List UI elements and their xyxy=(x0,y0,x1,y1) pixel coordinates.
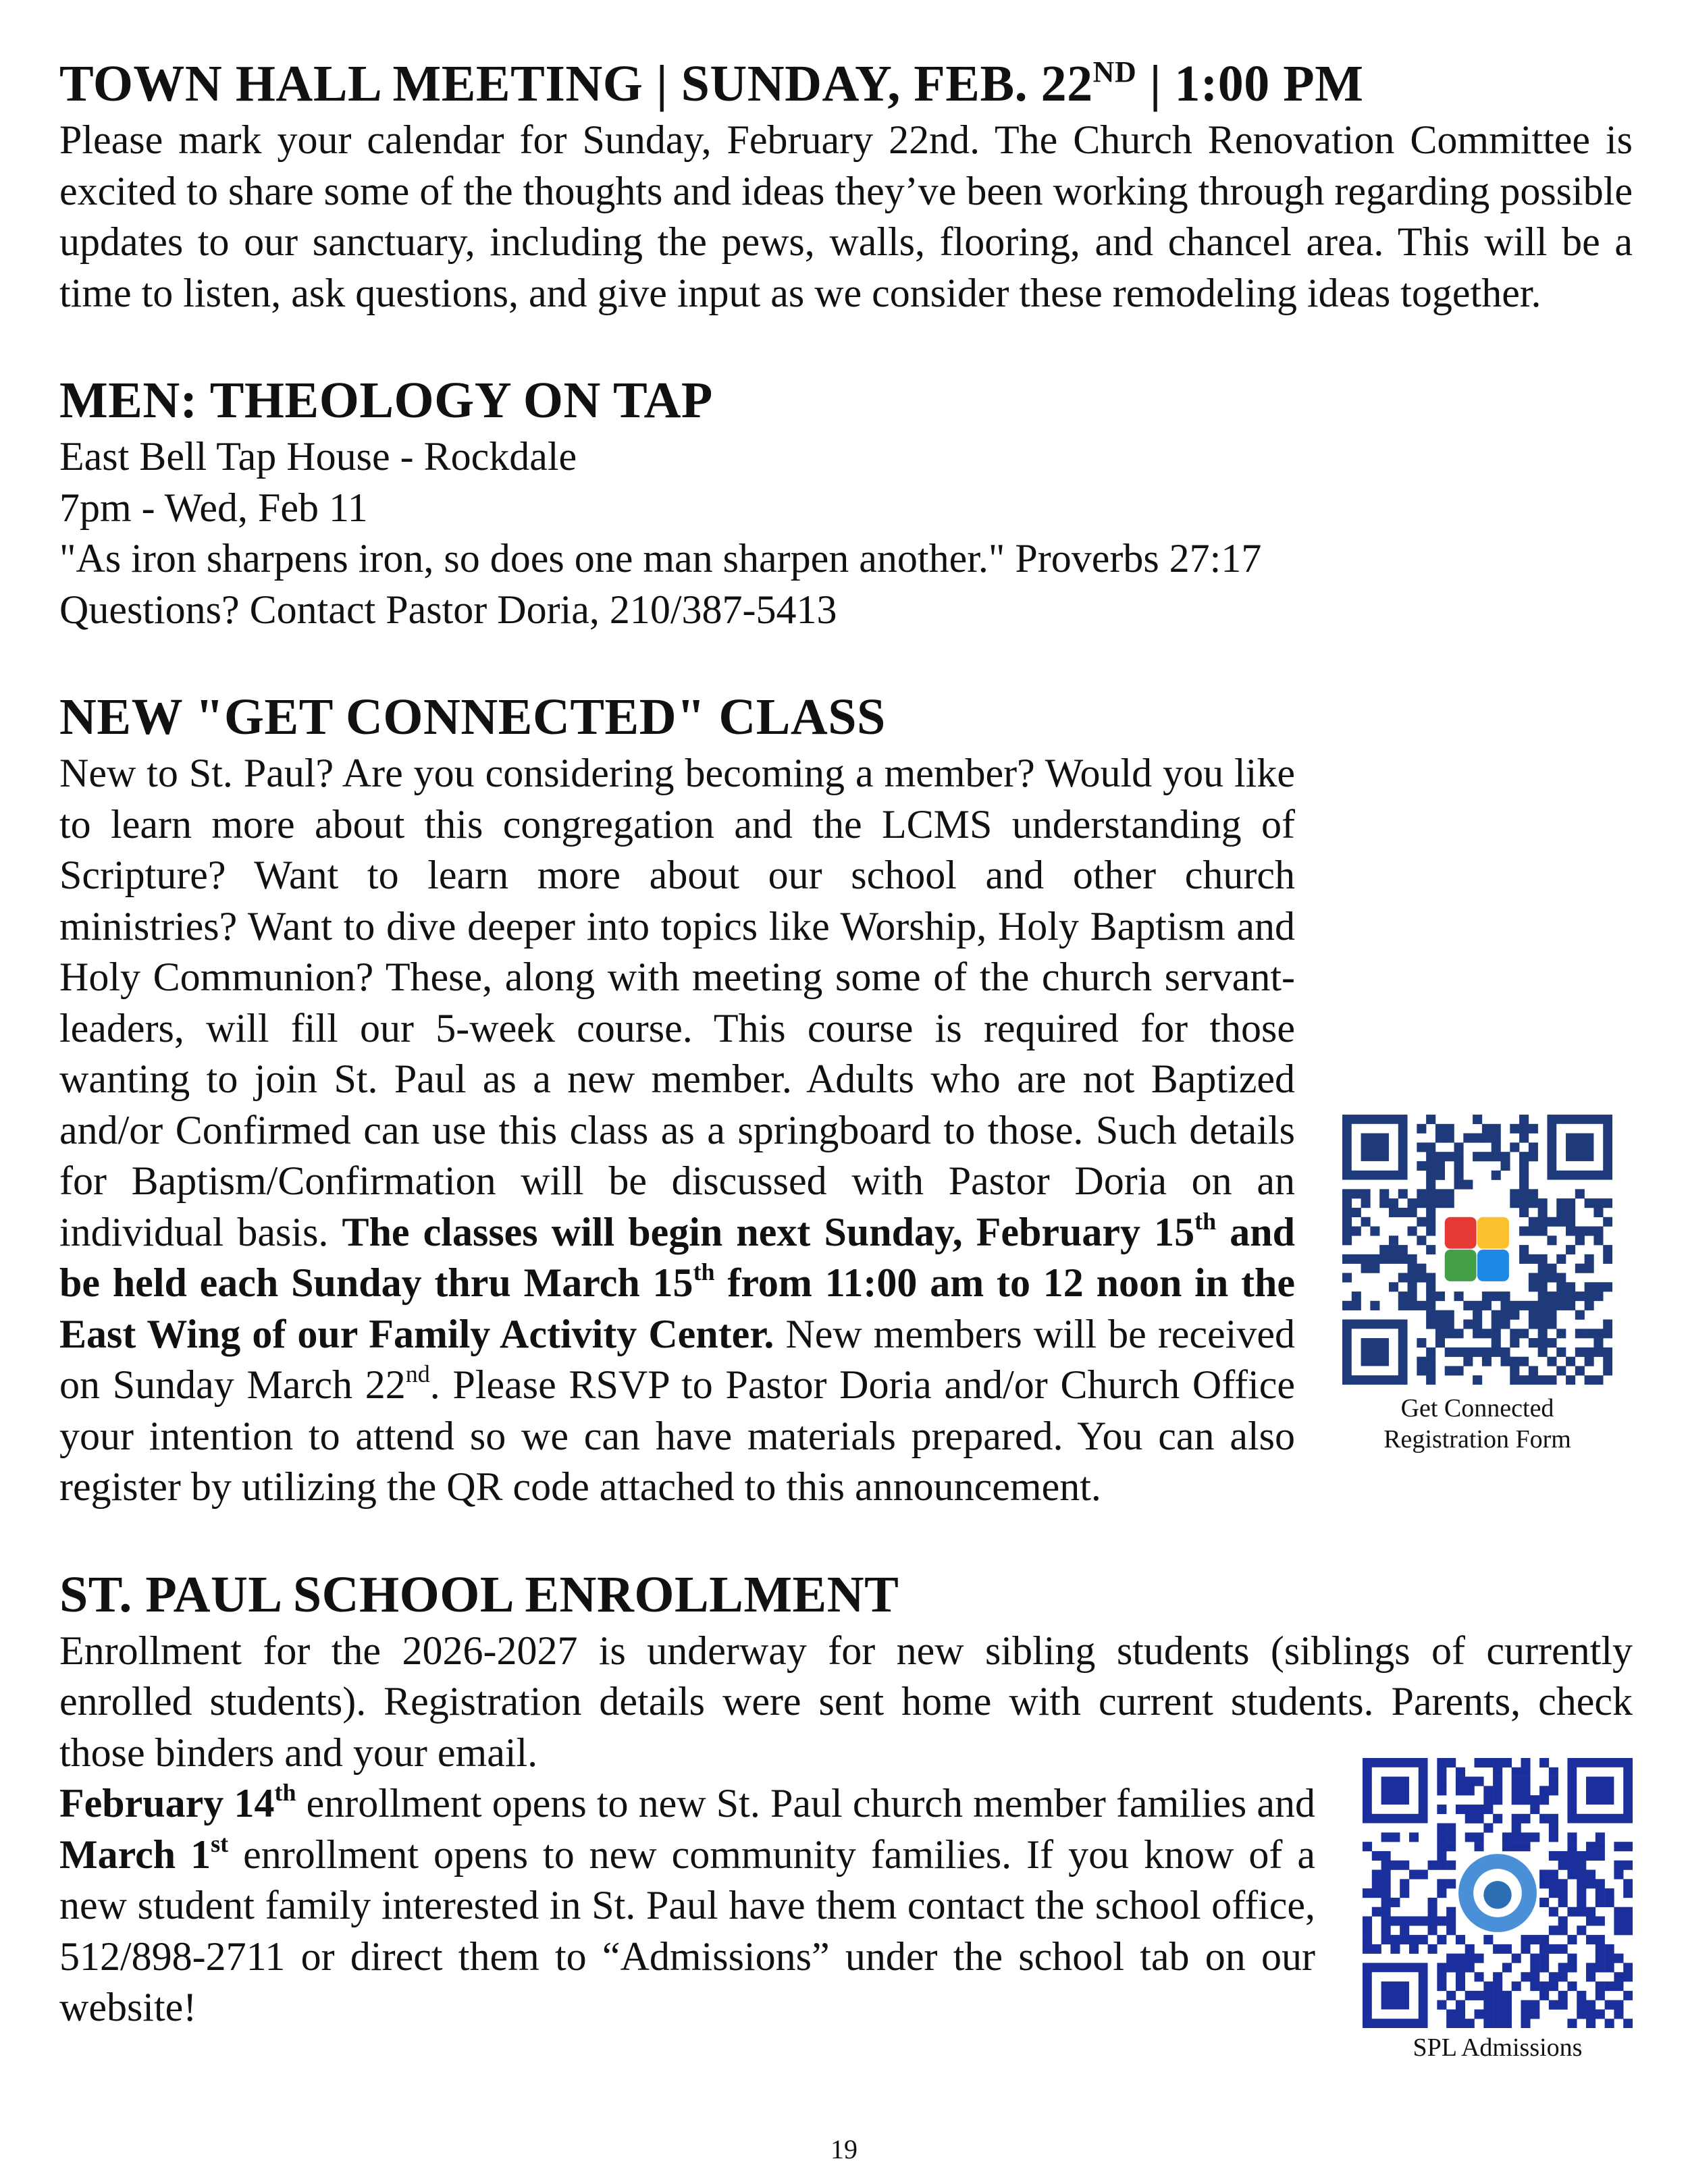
town-hall-heading xyxy=(59,53,1633,115)
get-connected-heading: NEW "GET CONNECTED" CLASS xyxy=(59,689,886,745)
march-date-sup: st xyxy=(211,1830,229,1857)
schedule-sup-1: th xyxy=(1194,1207,1217,1235)
theology-location: East Bell Tap House - Rockdale xyxy=(59,434,577,479)
theology-time: 7pm - Wed, Feb 11 xyxy=(59,485,368,530)
page-number: 19 xyxy=(830,2134,858,2164)
admissions-qr-block xyxy=(1342,1758,1653,2063)
feb-text: enrollment opens to new St. Paul church member families and xyxy=(296,1781,1316,1826)
feb-date: February 14 xyxy=(59,1781,275,1826)
town-hall-body: Please mark your calendar for Sunday, February 22nd. The Church Renovation Committee is excited to share some of the thoughts and ideas they’ve been working through regarding possible updates to our sanctuary, including the pews, walls, flooring, and chancel area. This will be a time to listen, ask questions, and give input as we consider these remodeling ideas together. xyxy=(59,117,1633,315)
get-connected-qr-caption-2: Registration Form xyxy=(1383,1425,1571,1454)
get-connected-qr-caption-1: Get Connected xyxy=(1400,1394,1554,1422)
admissions-qr-caption: SPL Admissions xyxy=(1413,2033,1583,2062)
school-intro: Enrollment for the 2026-2027 is underway for new sibling students (siblings of currently enrolled students). Registration details were sent home with current students. Parents, check those binders and your email. xyxy=(59,1628,1633,1775)
march-date: March 1 xyxy=(59,1832,211,1877)
lion-logo-icon xyxy=(1458,1854,1537,1932)
town-hall-title-sup: ND xyxy=(1092,55,1137,88)
schedule-part-c: from 11:00 am to 12 noon in the East Wing of our Family Activity Center. xyxy=(59,1260,1295,1356)
town-hall-title: TOWN HALL MEETING | SUNDAY, FEB. 22 xyxy=(59,55,1093,112)
admissions-qr-code-icon[interactable] xyxy=(1363,1758,1633,2028)
march-text: enrollment opens to new community families. If you know of a new student family interested in St. Paul have them contact the school office, 512/898-2711 or direct them to “Admissions” under the school tab on our website! xyxy=(59,1832,1315,2029)
town-hall-title-time: | 1:00 PM xyxy=(1136,55,1364,112)
new-members-sup: nd xyxy=(405,1360,430,1387)
theology-contact: Questions? Contact Pastor Doria, 210/387-5413 xyxy=(59,587,837,632)
get-connected-qr-block xyxy=(1322,1115,1633,1455)
get-connected-qr-code-icon[interactable] xyxy=(1342,1115,1612,1385)
feb-date-sup: th xyxy=(274,1779,296,1806)
puzzle-logo-icon xyxy=(1445,1217,1509,1281)
rsvp-text: . Please RSVP to Pastor Doria and/or Church Office your intention to attend so we can have materials prepared. You can also register by utilizing the QR code attached to this announcement. xyxy=(59,1362,1296,1509)
theology-quote: "As iron sharpens iron, so does one man sharpen another." Proverbs 27:17 xyxy=(59,536,1262,581)
newsletter-page xyxy=(59,53,1633,2063)
get-connected-intro: New to St. Paul? Are you considering becoming a member? Would you like to learn more about this congregation and the LCMS understanding of Scripture? Want to learn more about our school and other church ministries? Want to dive deeper into topics like Worship, Holy Baptism and Holy Communion? These, along with meeting some of the church servant-leaders, will fill our 5-week course. This course is required for those wanting to join St. Paul as a new member. Adults who are not Baptized and/or Confirmed can use this class as a springboard to those. Such details for Baptism/Confirmation will be discussed with Pastor Doria on an individual basis. xyxy=(59,751,1295,1254)
schedule-part-a: The classes will begin next Sunday, February 15 xyxy=(342,1209,1195,1254)
schedule-sup-2: th xyxy=(693,1258,715,1285)
schedule-part-b: and be held each Sunday thru March 15 xyxy=(59,1209,1296,1305)
theology-heading: MEN: THEOLOGY ON TAP xyxy=(59,372,713,429)
new-members-text: New members will be received on Sunday March 22 xyxy=(59,1311,1295,1407)
school-heading: ST. PAUL SCHOOL ENROLLMENT xyxy=(59,1566,899,1623)
